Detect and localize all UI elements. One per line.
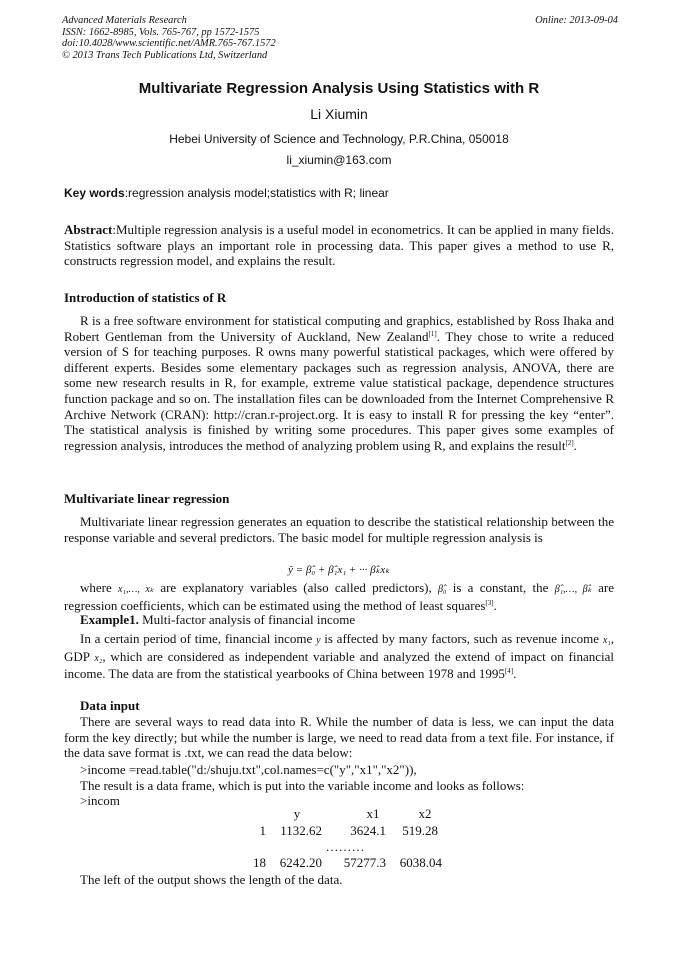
- mlr-heading: Multivariate linear regression: [64, 491, 230, 506]
- column-header: x1: [366, 806, 380, 821]
- table-cell: 57277.3: [343, 855, 386, 870]
- table-cell: 6242.20: [279, 855, 322, 870]
- data-input-paragraph: There are several ways to read data into R. While the number of data is less, we can input the data form the key directly; but while the number is large, we need to read data from a text file. For instance, if the data save format is .txt, we can read the data below:: [64, 714, 614, 761]
- abstract-text: :Multiple regression analysis is a useful model in econometrics. It can be applied in many fields. Statistics software plays an important role in processing data. This paper gives a method to use R, constructs regression model, and explains the result.: [64, 222, 614, 269]
- paper-title: Multivariate Regression Analysis Using Statistics with R: [138, 80, 540, 97]
- citation: [4]: [504, 667, 514, 676]
- keywords-text: :regression analysis model;statistics with R; linear: [124, 186, 389, 200]
- column-header: y: [293, 806, 301, 821]
- beta-zero: β̂₀: [437, 584, 447, 595]
- row-index: 1: [259, 823, 266, 838]
- row-index: 18: [253, 855, 266, 870]
- table-cell: 3624.1: [350, 823, 386, 838]
- abstract-label: Abstract: [64, 222, 113, 237]
- result-description: The result is a data frame, which is put into the variable income and looks as follows:: [80, 778, 525, 793]
- author-email[interactable]: li_xiumin@163.com: [286, 153, 392, 167]
- column-header: x2: [418, 806, 432, 821]
- keywords: [64, 186, 389, 200]
- table-cell: 6038.04: [399, 855, 442, 870]
- var-x2: x₂: [94, 652, 103, 664]
- journal-header: [62, 15, 618, 61]
- keywords-label: Key words: [64, 186, 125, 200]
- intro-heading: Introduction of statistics of R: [64, 290, 227, 305]
- code-read-table: >income =read.table("d:/shuju.txt",col.names=c("y","x1","x2")),: [80, 762, 417, 777]
- citation: [1]: [428, 329, 437, 338]
- copyright-line: © 2013 Trans Tech Publications Ltd, Switzerland: [62, 49, 268, 61]
- intro-paragraph: R is a free software environment for statistical computing and graphics, established by Ross Ihaka and Robert Gentleman from the University of Auckland, New Zealand[1]. They chose to write a reduced version of S for teaching purposes. R owns many powerful statistical packages, which were offered by different experts. Besides some elementary packages such as regression analysis, ANOVA, there are some new research results in R, for example, extreme value statistical package, dependence structures function package and so on. The installation files can be downloaded from the Internet Comprehensive R Archive Network (CRAN): http://cran.r-project.org. It is easy to install R for pressing the key “enter”. The statistical analysis is finished by writing some procedures. This paper gives some examples of regression analysis, introduces the method of analyzing problem using R, and explains the result[2].: [64, 313, 614, 453]
- example-paragraph: In a certain period of time, financial income y is affected by many factors, such as revenue income x₁, GDP x₂, which are considered as independent variable and analyzed the extend of impact on financial income. The data are from the statistical yearbooks of China between 1978 and 1995[4].: [64, 631, 614, 682]
- var-y: y: [316, 635, 321, 646]
- table-cell: 1132.62: [280, 823, 322, 838]
- code-incom: >incom: [80, 793, 120, 808]
- example-title: Example1. Multi-factor analysis of financial income: [80, 612, 356, 627]
- x-variables: x₁,…, xₖ: [118, 584, 155, 595]
- beta-coefficients: β̂₁,…, β̂ₖ: [554, 584, 592, 595]
- mlr-paragraph: Multivariate linear regression generates an equation to describe the statistical relationship between the response variable and several predictors. The basic model for multiple regression analysis is: [64, 514, 614, 545]
- table-ellipsis: ………: [325, 839, 365, 854]
- author-name: Li Xiumin: [310, 106, 368, 122]
- journal-name: Advanced Materials Research: [62, 15, 187, 26]
- regression-equation: ŷ = β̂₀ + β̂₁x₁ + ··· β̂ₖxₖ: [288, 564, 390, 576]
- where-paragraph: where x₁,…, xₖ are explanatory variables (also called predictors), β̂₀ is a constant, the β̂₁,…, β̂ₖ are regression coefficients, which can be estimated using the method of least squares[3].: [64, 580, 614, 613]
- example-label: Example1.: [80, 612, 139, 627]
- data-input-heading: Data input: [80, 698, 140, 713]
- issn-line: ISSN: 1662-8985, Vols. 765-767, pp 1572-1575: [62, 26, 260, 38]
- var-x1: x₁: [602, 635, 611, 646]
- doi-line: doi:10.4028/www.scientific.net/AMR.765-767.1572: [62, 38, 276, 50]
- closing-sentence: The left of the output shows the length of the data.: [80, 872, 343, 887]
- abstract: [64, 222, 614, 269]
- citation: [3]: [485, 598, 494, 607]
- table-cell: 519.28: [402, 823, 438, 838]
- online-date: Online: 2013-09-04: [535, 15, 618, 26]
- affiliation: Hebei University of Science and Technology, P.R.China, 050018: [169, 132, 509, 146]
- citation: [2]: [565, 438, 574, 447]
